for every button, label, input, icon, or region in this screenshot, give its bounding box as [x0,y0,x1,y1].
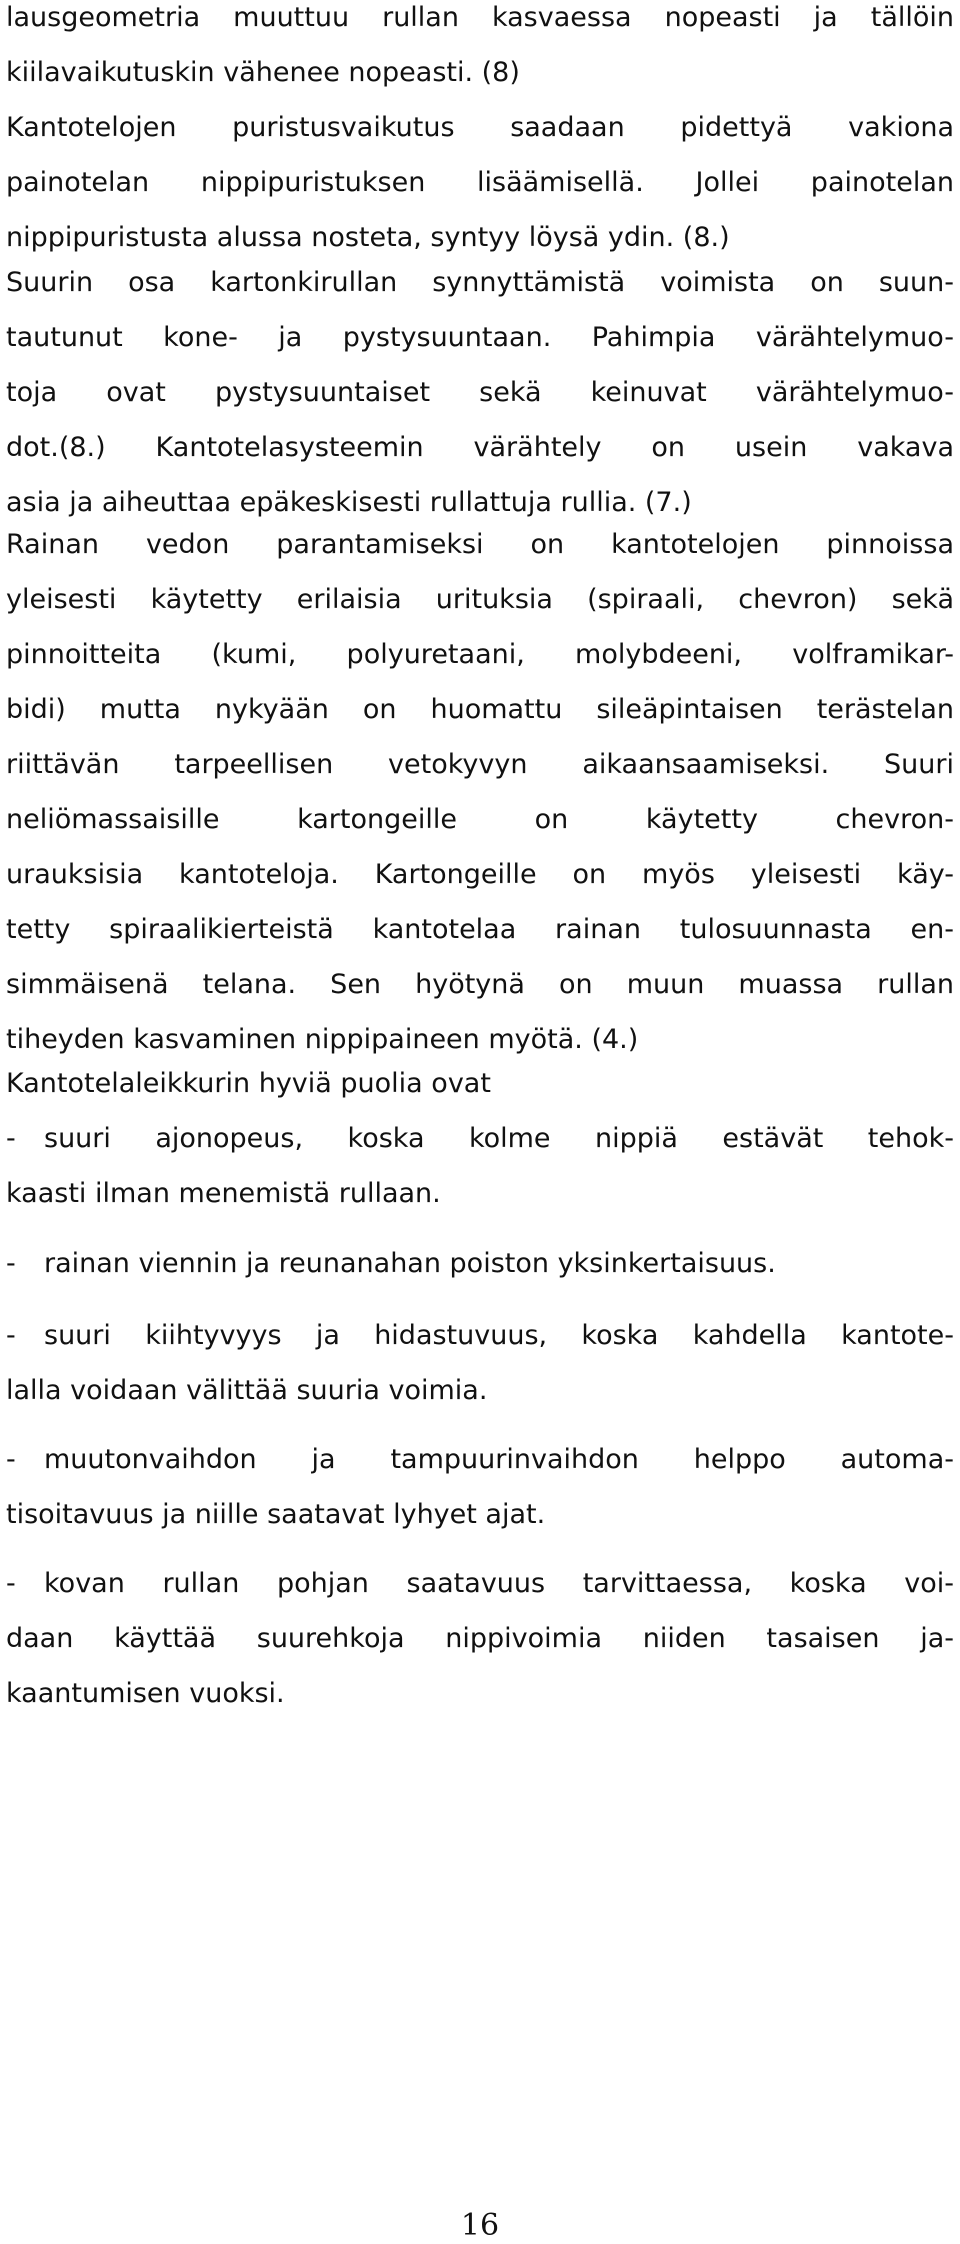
paragraph-2 [0,255,960,530]
paragraph-line: toja ovat pystysuuntaiset sekä keinuvat värähtelymuo- [6,377,954,408]
paragraph-line: dot.(8.) Kantotelasysteemin värähtely on usein vakava [6,432,954,463]
list-marker: - [6,1248,16,1279]
paragraph-line: yleisesti käytetty erilaisia urituksia (spiraali, chevron) sekä [6,584,954,615]
paragraph-line: riittävän tarpeellisen vetokyvyn aikaansaamiseksi. Suuri [6,749,954,780]
list-item-row [0,1111,960,1166]
paragraph-line: pinnoitteita (kumi, polyuretaani, molybdeeni, volframikar- [6,639,954,670]
paragraph-line: neliömassaisille kartongeille on käytetty chevron- [6,804,954,835]
list-item-line: lalla voidaan välittää suuria voimia. [6,1375,488,1406]
list-item-line: suuri kiihtyvyys ja hidastuvuus, koska kahdella kantote- [44,1320,954,1351]
paragraph-line: nippipuristusta alussa nosteta, syntyy löysä ydin. (8.) [6,222,730,253]
paragraph-1 [0,0,960,265]
list-heading: Kantotelaleikkurin hyviä puolia ovat [6,1068,491,1099]
paragraph-line: tetty spiraalikierteistä kantotelaa rainan tulosuunnasta en- [6,914,954,945]
list-item-line: tisoitavuus ja niille saatavat lyhyet ajat. [6,1499,546,1530]
list-item-line: daan käyttää suurehkoja nippivoimia niiden tasaisen ja- [6,1623,954,1654]
list-item-row [0,1432,960,1487]
list-item [0,1111,960,1221]
paragraph-line: lausgeometria muuttuu rullan kasvaessa nopeasti ja tällöin [6,2,954,33]
list-item [0,1308,960,1418]
list-marker: - [6,1444,16,1475]
list-item-line: kaantumisen vuoksi. [6,1678,285,1709]
list-item-line: kaasti ilman menemistä rullaan. [6,1178,441,1209]
paragraph-line: Rainan vedon parantamiseksi on kantotelojen pinnoissa [6,529,954,560]
list-item-row [0,1308,960,1363]
paragraph-line: kiilavaikutuskin vähenee nopeasti. (8) [6,57,520,88]
paragraph-line: urauksisia kantoteloja. Kartongeille on myös yleisesti käy- [6,859,954,890]
paragraph-line: painotelan nippipuristuksen lisäämisellä. Jollei painotelan [6,167,954,198]
list-marker: - [6,1320,16,1351]
paragraph-line: tautunut kone- ja pystysuuntaan. Pahimpia värähtelymuo- [6,322,954,353]
paragraph-line: tiheyden kasvaminen nippipaineen myötä. (4.) [6,1024,639,1055]
list-marker: - [6,1568,16,1599]
list-item-row [0,1556,960,1611]
paragraph-line: Kantotelojen puristusvaikutus saadaan pidettyä vakiona [6,112,954,143]
list-item [0,1432,960,1542]
paragraph-line: simmäisenä telana. Sen hyötynä on muun muassa rullan [6,969,954,1000]
list-item-row [0,1236,960,1291]
paragraph-line: Suurin osa kartonkirullan synnyttämistä voimista on suun- [6,267,954,298]
paragraph-3 [0,517,960,1067]
list-item [0,1556,960,1721]
list-item-line: muutonvaihdon ja tampuurinvaihdon helppo automa- [44,1444,954,1475]
list-item [0,1236,960,1291]
list-heading-block [0,1056,960,1111]
list-marker: - [6,1123,16,1154]
page-number: 16 [460,2208,500,2243]
paragraph-line: bidi) mutta nykyään on huomattu sileäpintaisen terästelan [6,694,954,725]
list-item-line: suuri ajonopeus, koska kolme nippiä estävät tehok- [44,1123,954,1154]
paragraph-line: asia ja aiheuttaa epäkeskisesti rullattuja rullia. (7.) [6,487,692,518]
list-item-line: kovan rullan pohjan saatavuus tarvittaessa, koska voi- [44,1568,954,1599]
list-item-line: rainan viennin ja reunanahan poiston yksinkertaisuus. [44,1248,776,1279]
